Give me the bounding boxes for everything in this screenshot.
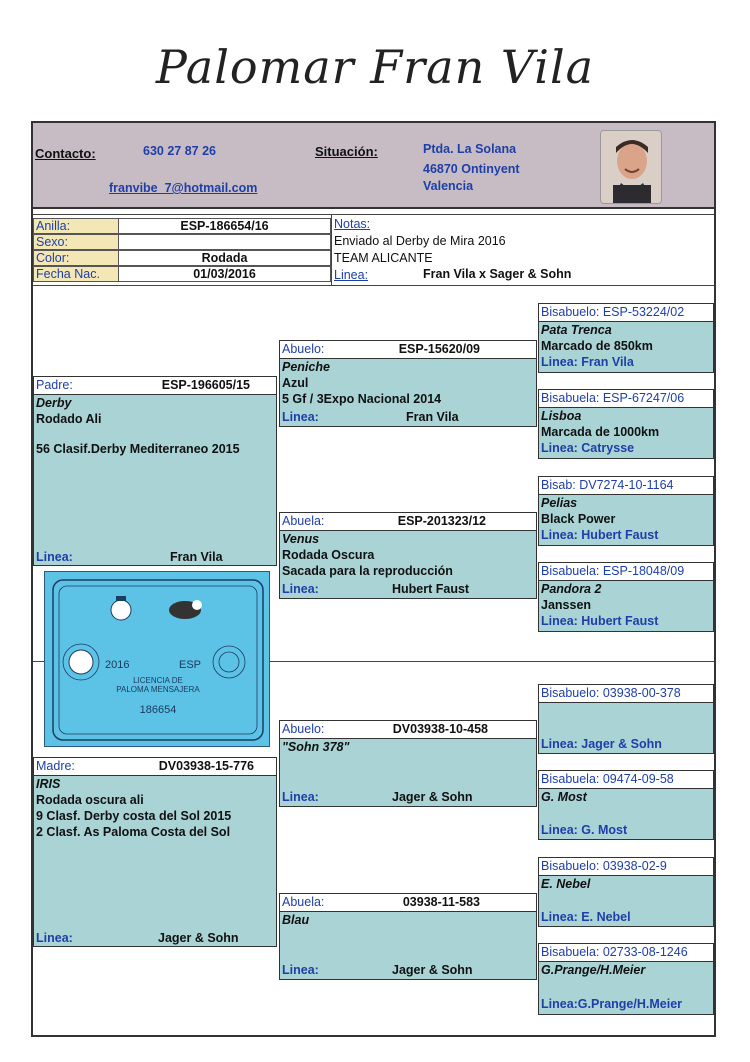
abuela-paterna-box: Abuela: ESP-201323/12 Venus Rodada Oscura Sacada para la reproducción Linea: Hubert Faust [279,512,537,599]
license-text-2: PALOMA MENSAJERA [116,685,200,694]
info-divider [331,214,332,286]
bisabuelo-7-box: Bisabuelo: 03938-02-9 E. Nebel Linea: E. Nebel [538,857,714,927]
situation-label: Situación: [315,144,378,159]
address-line-1: Ptda. La Solana [423,142,517,156]
bisabuelo-3-box: Bisab: DV7274-10-1164 Pelias Black Power Linea: Hubert Faust [538,476,714,546]
bisabuela-2-box: Bisabuela: ESP-67247/06 Lisboa Marcada de 1000km Linea: Catrysse [538,389,714,459]
phone-number: 630 27 87 26 [143,144,216,158]
ring-value: ESP-186654/16 [119,218,331,234]
birth-value: 01/03/2016 [119,266,331,282]
birth-label: Fecha Nac. [33,266,119,282]
note-1: Enviado al Derby de Mira 2016 [334,234,506,248]
madre-name: IRIS [36,777,61,791]
padre-name: Derby [36,396,72,410]
license-text-1: LICENCIA DE [133,676,183,685]
sex-value [119,234,331,250]
bisabuela-4-box: Bisabuela: ESP-18048/09 Pandora 2 Janssen Linea: Hubert Faust [538,562,714,632]
line-label: Linea: [334,268,369,282]
ring-label: Anilla: [33,218,119,234]
abuelo-paterno-box: Abuelo: ESP-15620/09 Peniche Azul 5 Gf / 3Expo Nacional 2014 Linea: Fran Vila [279,340,537,427]
address-line-3: Valencia [423,179,474,193]
padre-box: Padre: ESP-196605/15 Derby Rodado Ali 56 Clasif.Derby Mediterraneo 2015 Linea: Fran Vila [33,376,277,566]
color-value: Rodada [119,250,331,266]
sex-label: Sexo: [33,234,119,250]
notes-label: Notas: [334,217,371,231]
license-card [44,571,270,747]
email-link[interactable]: franvibe_7@hotmail.com [109,181,258,195]
bisabuela-8-box: Bisabuela: 02733-08-1246 G.Prange/H.Meier Linea:G.Prange/H.Meier [538,943,714,1015]
license-country: ESP [179,659,202,671]
license-number: 186654 [139,704,177,716]
color-label: Color: [33,250,119,266]
license-year: 2016 [105,659,130,671]
crown-emblem-icon [111,596,131,620]
owner-photo [600,130,662,204]
abuela-materna-box: Abuela: 03938-11-583 Blau Linea: Jager & Sohn [279,893,537,980]
card-border-ornament [45,572,271,748]
pigeon-logo-icon [169,600,202,619]
line-value: Fran Vila x Sager & Sohn [423,267,572,281]
page-title: Palomar Fran Vila [155,40,595,94]
abuelo-materno-box: Abuelo: DV03938-10-458 "Sohn 378" Linea: Jager & Sohn [279,720,537,807]
bisabuelo-1-box: Bisabuelo: ESP-53224/02 Pata Trenca Marcado de 850km Linea: Fran Vila [538,303,714,373]
note-2: TEAM ALICANTE [334,251,433,265]
bisabuelo-5-box: Bisabuelo: 03938-00-378 Linea: Jager & Sohn [538,684,714,754]
contact-label: Contacto: [35,146,96,161]
user-photo-icon [601,131,662,204]
address-line-2: 46870 Ontinyent [423,162,520,176]
bisabuela-6-box: Bisabuela: 09474-09-58 G. Most Linea: G. Most [538,770,714,840]
madre-box: Madre: DV03938-15-776 IRIS Rodada oscura ali 9 Clasf. Derby costa del Sol 2015 2 Clasf. As Paloma Costa del Sol Linea: Jager & Sohn [33,757,277,947]
